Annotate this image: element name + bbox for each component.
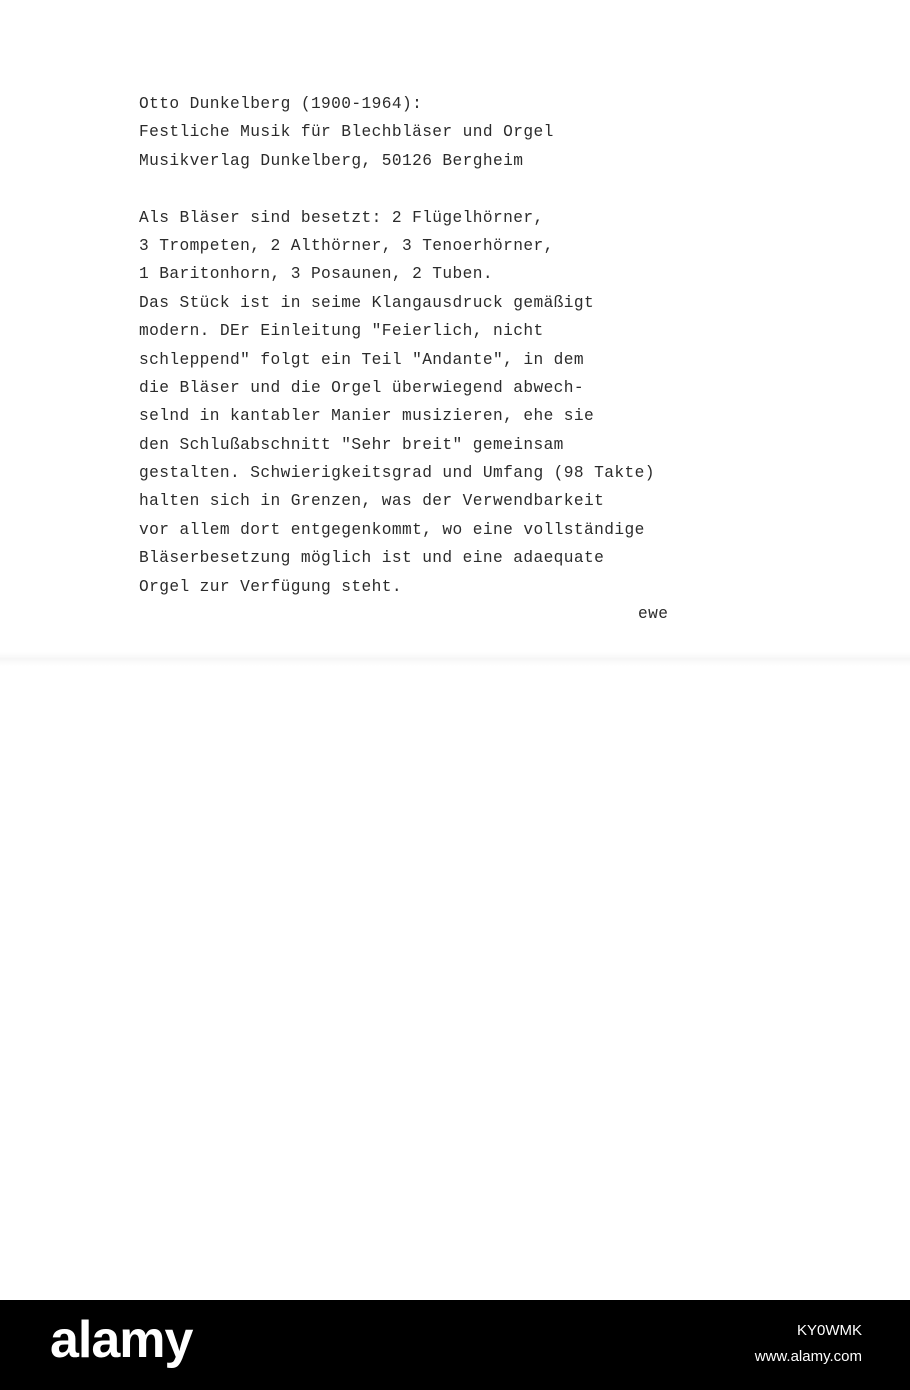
- body-line: modern. DEr Einleitung "Feierlich, nicht: [139, 322, 544, 341]
- header-line-publisher: Musikverlag Dunkelberg, 50126 Bergheim: [139, 151, 524, 170]
- body-line: selnd in kantabler Manier musizieren, ehe sie: [139, 407, 595, 426]
- body-line: schleppend" folgt ein Teil "Andante", in dem: [139, 350, 585, 369]
- image-id-label: KY0WMK: [796, 1322, 862, 1339]
- page-fold-line: [0, 652, 910, 666]
- body-line: 3 Trompeten, 2 Althörner, 3 Tenoerhörner,: [139, 236, 554, 255]
- body-line: halten sich in Grenzen, was der Verwendbarkeit: [139, 492, 605, 511]
- paragraph-gap: [139, 175, 779, 203]
- body-line: 1 Baritonhorn, 3 Posaunen, 2 Tuben.: [139, 265, 493, 284]
- site-url-label: www.alamy.com: [754, 1348, 862, 1365]
- body-line: Das Stück ist in seime Klangausdruck gemäßigt: [139, 293, 595, 312]
- author-initials: ewe: [638, 605, 669, 623]
- body-line: Als Bläser sind besetzt: 2 Flügelhörner,: [139, 208, 544, 227]
- body-line: gestalten. Schwierigkeitsgrad und Umfang (98 Takte): [139, 464, 655, 483]
- body-line: den Schlußabschnitt "Sehr breit" gemeinsam: [139, 435, 564, 454]
- header-line-title: Festliche Musik für Blechbläser und Orgel: [139, 123, 554, 142]
- typed-text-block: [139, 90, 779, 601]
- body-line: Orgel zur Verfügung steht.: [139, 577, 402, 596]
- body-line: vor allem dort entgegenkommt, wo eine vollständige: [139, 520, 645, 539]
- header-line-composer: Otto Dunkelberg (1900-1964):: [139, 95, 423, 113]
- body-line: die Bläser und die Orgel überwiegend abwech-: [139, 378, 585, 397]
- alamy-logo: alamy: [50, 1311, 193, 1369]
- body-line: Bläserbesetzung möglich ist und eine adaequate: [139, 549, 605, 568]
